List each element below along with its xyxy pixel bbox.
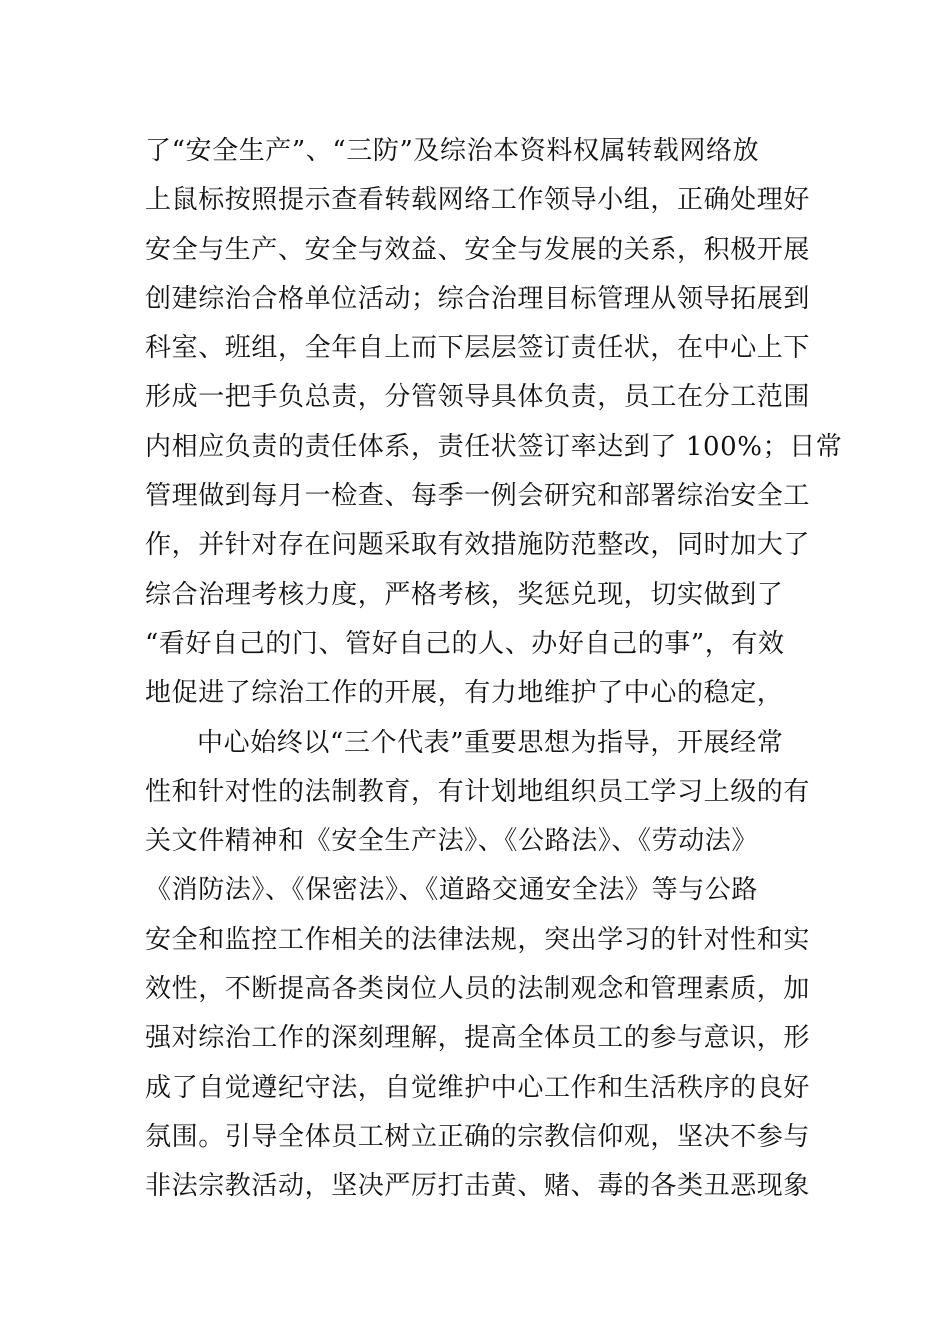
text-line: 地促进了综治工作的开展，有力地维护了中心的稳定， [145,678,784,709]
text-line: 关文件精神和《安全生产法》、《公路法》、《劳动法》 [145,826,759,857]
text-line: 科室、班组，全年自上而下层层签订责任状，在中心上下 [145,333,811,364]
text-line: 氛围。引导全体员工树立正确的宗教信仰观，坚决不参与 [145,1121,811,1152]
text-line: “看好自己的门、管好自己的人、办好自己的事”，有效 [145,628,785,659]
text-line: 《消防法》、《保密法》、《道路交通安全法》等与公路 [145,875,759,906]
text-line: 安全和监控工作相关的法律法规，突出学习的针对性和实 [145,924,811,955]
text-line: 中心始终以“三个代表”重要思想为指导，开展经常 [197,727,784,758]
paragraph-2 [145,719,815,1212]
text-line: 强对综治工作的深刻理解，提高全体员工的参与意识，形 [145,1023,811,1054]
text-line: 了“安全生产”、“三防”及综治本资料权属转载网络放 [145,136,760,166]
text-line: 上鼠标按照提示查看转载网络工作领导小组，正确处理好 [145,185,811,216]
paragraph-1 [145,127,843,719]
text-line: 作，并针对存在问题采取有效措施防范整改，同时加大了 [145,530,811,561]
text-line: 非法宗教活动，坚决严厉打击黄、赌、毒的各类丑恶现象 [145,1171,811,1202]
text-line: 综合治理考核力度，严格考核，奖惩兑现，切实做到了 [145,579,784,610]
text-line: 成了自觉遵纪守法，自觉维护中心工作和生活秩序的良好 [145,1072,811,1103]
text-line: 创建综治合格单位活动；综合治理目标管理从领导拓展到 [145,283,811,314]
text-line: 形成一把手负总责，分管领导具体负责，员工在分工范围 [145,382,811,413]
text-line: 性和针对性的法制教育，有计划地组织员工学习上级的有 [145,776,811,807]
text-line: 效性，不断提高各类岗位人员的法制观念和管理素质，加 [145,974,811,1005]
text-line: 安全与生产、安全与效益、安全与发展的关系，积极开展 [145,234,811,265]
document-body [145,127,843,1212]
text-line: 内相应负责的责任体系，责任状签订率达到了 100%；日常 [145,431,843,462]
text-line: 管理做到每月一检查、每季一例会研究和部署综治安全工 [145,481,811,512]
